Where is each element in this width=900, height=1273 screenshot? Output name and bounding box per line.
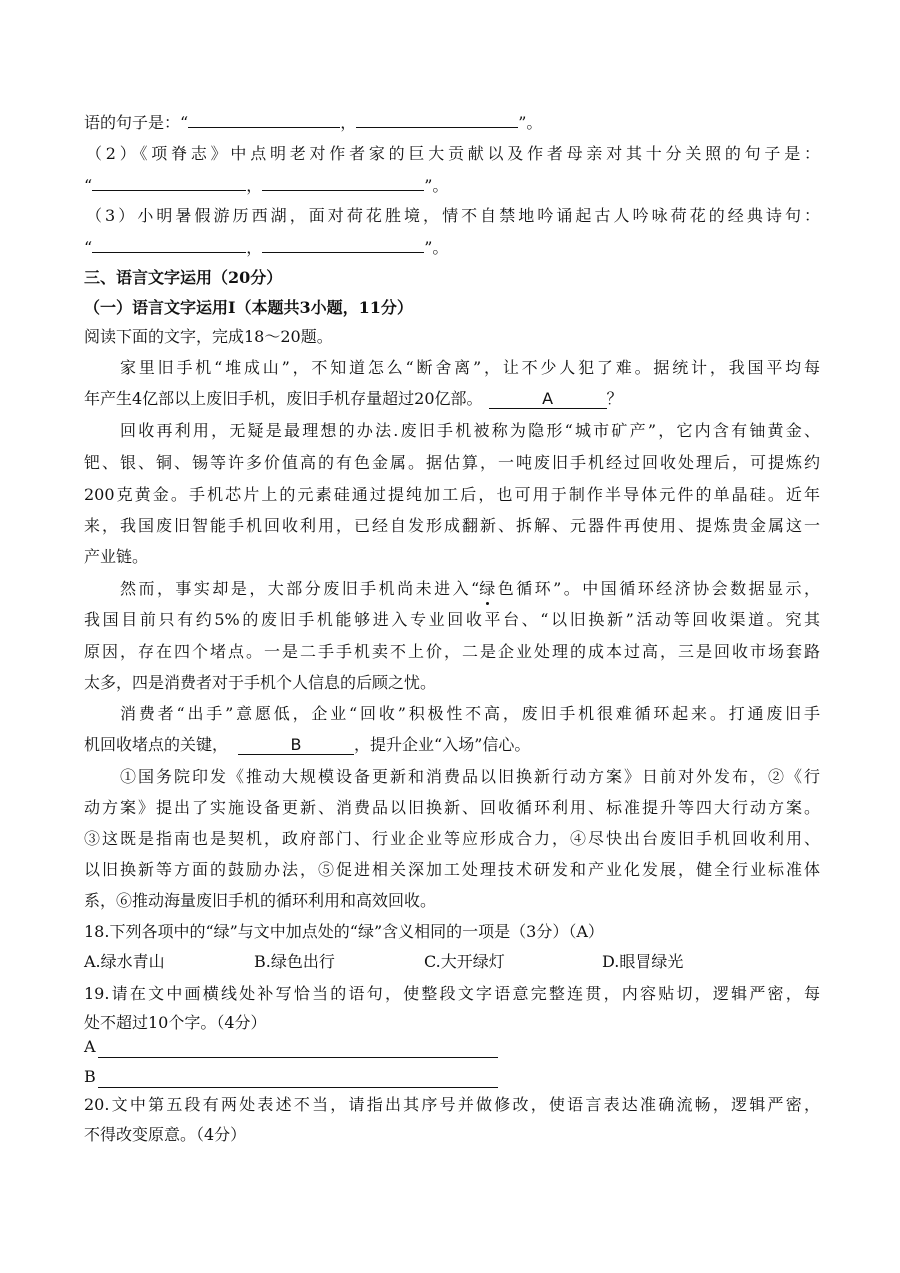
passage-p2-line4: 来，我国废旧智能手机回收利用，已经自发形成翻新、拆解、元器件再使用、提炼贵金属这一 [84,516,820,535]
q1-blank-1 [188,111,340,128]
q2-close: ”。 [424,176,449,195]
question-19-line2: 处不超过10个字。（4分） [84,1013,267,1032]
q1-blank-2 [356,111,518,128]
q2-sep: ， [246,176,263,195]
option-d[interactable]: D.眼冒绿光 [602,952,684,971]
q3-open: “ [84,238,93,257]
passage-p3-line2: 我国目前只有约5%的废旧手机能够进入专业回收平台、“以旧换新”活动等回收渠道。究其 [84,610,820,629]
passage-p5-line1: ①国务院印发《推动大规模设备更新和消费品以旧换新行动方案》日前对外发布，②《行 [120,767,820,786]
q1-prefix: 语的句子是：“ [84,113,189,132]
q3-blank-2 [262,236,424,253]
answer-a-label: A [84,1037,96,1056]
answer-b-label: B [84,1067,96,1086]
question-18-options [84,951,820,973]
subsection-heading: （一）语言文字运用Ⅰ（本题共3小题，11分） [84,298,413,317]
passage-p5-line5: 系，⑥推动海量废旧手机的循环利用和高效回收。 [84,891,437,910]
answer-b-field[interactable] [98,1069,498,1088]
q3-close: ”。 [424,238,449,257]
passage-p2-line5: 产业链。 [84,547,149,566]
blank-b: B [238,735,354,755]
option-c[interactable]: C.大开绿灯 [424,952,505,971]
passage-p4-line1: 消费者“出手”意愿低，企业“回收”积极性不高，废旧手机很难循环起来。打通废旧手 [120,704,820,723]
blank-a: A [489,389,607,409]
passage-p4-line2 [84,734,820,756]
q1-answer-line [84,111,820,134]
question-19-line1: 19.请在文中画横线处补写恰当的语句，使整段文字语意完整连贯，内容贴切，逻辑严密，每 [84,984,820,1003]
passage-p5-line3: ③这既是指南也是契机，政府部门、行业企业等应形成合力，④尽快出台废旧手机回收利用、 [84,829,820,848]
passage-p2-line2: 钯、银、铜、锡等许多价值高的有色金属。据估算，一吨废旧手机经过回收处理后，可提炼约 [84,453,820,472]
answer-line-b [84,1066,820,1088]
p1-text: 年产生4亿部以上废旧手机，废旧手机存量超过20亿部。 [84,389,483,408]
p3-text-after: 色循环”。中国循环经济协会数据显示， [495,579,820,598]
passage-p5-line2: 动方案》提出了实施设备更新、消费品以旧换新、回收循环利用、标准提升等四大行动方案。 [84,798,820,817]
q2-blank-1 [92,174,246,191]
p4-text-before: 机回收堵点的关键， [84,735,229,754]
passage-p3-line4: 太多，四是消费者对于手机个人信息的后顾之忧。 [84,673,437,692]
q2-text: （2）《项脊志》中点明老对作者家的巨大贡献以及作者母亲对其十分关照的句子是： [86,144,820,163]
q3-blank-1 [92,236,246,253]
dotted-character: 绿 [479,579,496,598]
q2-answer-line [84,174,820,197]
passage-p1-line1: 家里旧手机“堆成山”，不知道怎么“断舍离”，让不少人犯了难。据统计，我国平均每 [120,358,820,377]
q2-blank-2 [262,174,424,191]
q3-sep: ， [246,238,263,257]
q3-text: （3）小明暑假游历西湖，面对荷花胜境，情不自禁地吟诵起古人吟咏荷花的经典诗句： [86,206,820,225]
option-a[interactable]: A.绿水青山 [84,952,165,971]
q1-sep: ， [340,113,357,132]
passage-p3-line3: 原因，存在四个堵点。一是二手手机卖不上价，二是企业处理的成本过高，三是回收市场套路 [84,642,820,661]
p4-text-after: ，提升企业“入场”信心。 [354,735,531,754]
reading-instruction: 阅读下面的文字，完成18～20题。 [84,327,333,346]
question-20-line2: 不得改变原意。（4分） [84,1125,247,1144]
answer-line-a [84,1036,820,1058]
passage-p2-line3: 200克黄金。手机芯片上的元素硅通过提纯加工后，也可用于制作半导体元件的单晶硅。近年 [84,485,820,504]
q3-answer-line [84,236,820,259]
section-heading: 三、语言文字运用（20分） [84,268,283,287]
q2-open: “ [84,176,93,195]
option-b[interactable]: B.绿色出行 [254,952,335,971]
p1-question-mark: ？ [606,389,623,408]
passage-p3-line1 [120,578,820,600]
question-18: 18.下列各项中的“绿”与文中加点处的“绿”含义相同的一项是（3分）（A） [84,922,604,941]
q1-suffix: ”。 [518,113,543,132]
passage-p1-line2 [84,388,820,410]
passage-p5-line4: 以旧换新等方面的鼓励办法，⑤促进相关深加工处理技术研发和产业化发展，健全行业标准体 [84,860,820,879]
question-20-line1: 20.文中第五段有两处表述不当，请指出其序号并做修改，使语言表达准确流畅，逻辑严密， [84,1095,820,1114]
passage-p2-line1: 回收再利用，无疑是最理想的办法.废旧手机被称为隐形“城市矿产”，它内含有铀黄金、 [120,421,820,440]
answer-a-field[interactable] [98,1039,498,1058]
p3-text-before: 然而，事实却是，大部分废旧手机尚未进入“ [120,579,480,598]
